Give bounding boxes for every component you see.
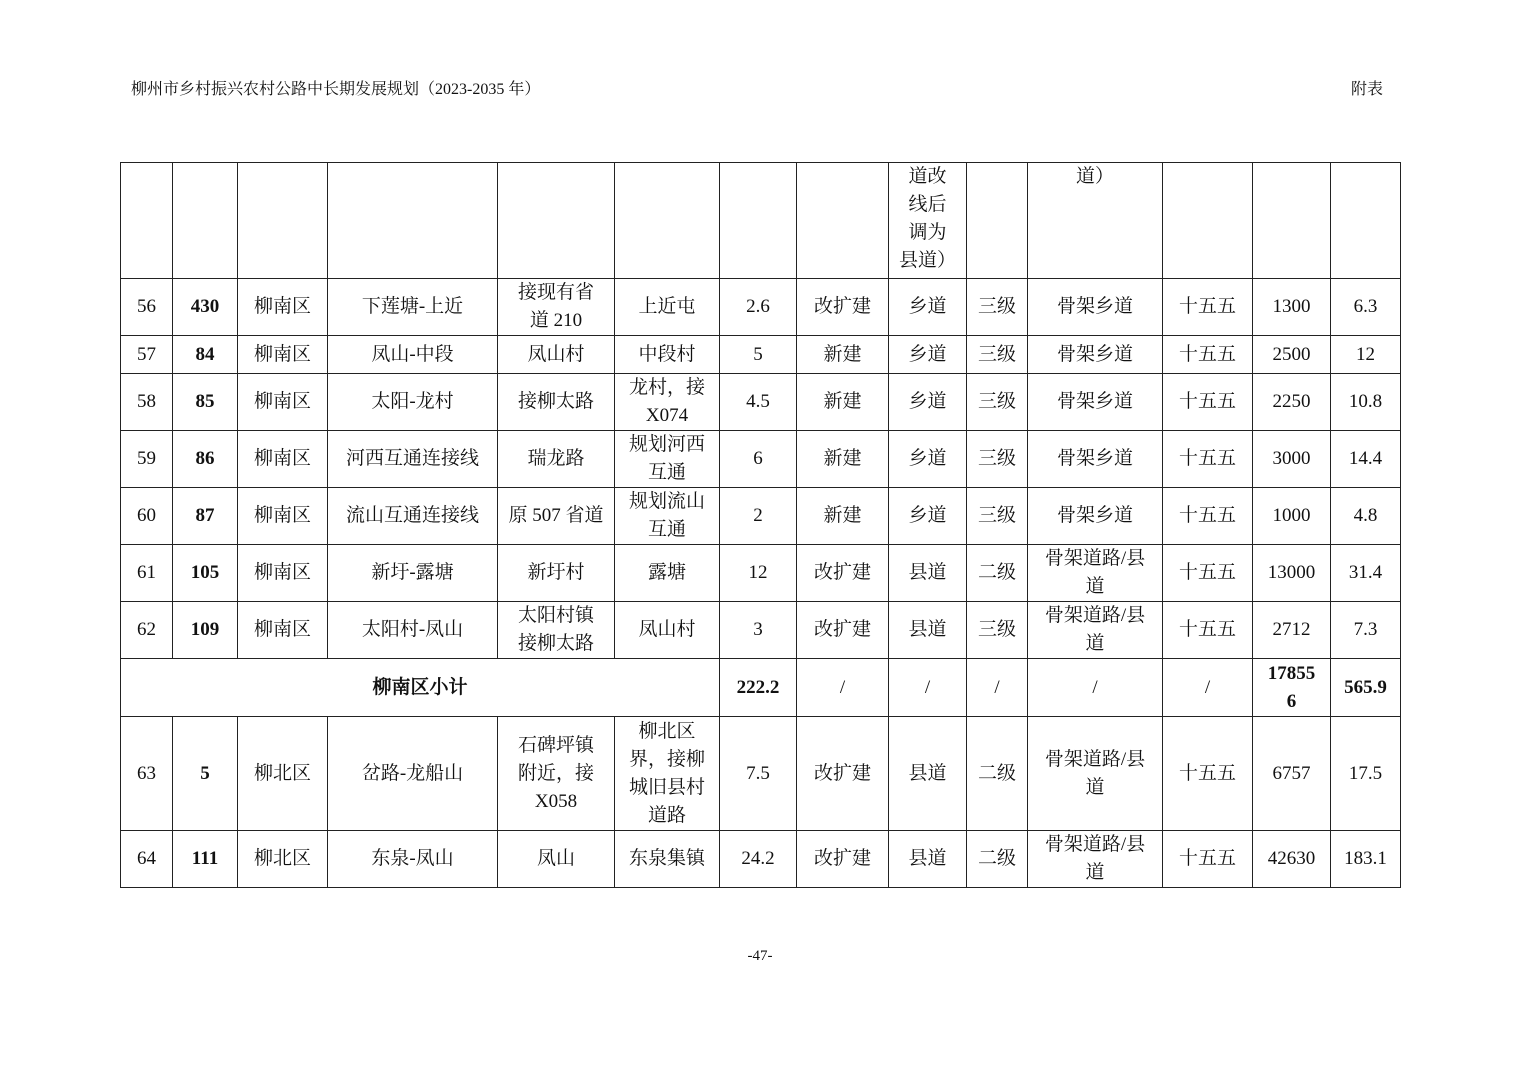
- cell-end: 柳北区 界，接柳 城旧县村 道路: [615, 717, 720, 831]
- cell-seq: 56: [121, 279, 173, 336]
- cell-no: 86: [173, 431, 238, 488]
- cell-district: 柳南区: [238, 374, 328, 431]
- cell-start: 接现有省 道 210: [498, 279, 615, 336]
- cell-admin: 县道: [889, 602, 967, 659]
- cell-type: 新建: [797, 374, 889, 431]
- cell-end: 龙村，接 X074: [615, 374, 720, 431]
- cell-no: 111: [173, 831, 238, 888]
- cell-grade: 二级: [967, 717, 1028, 831]
- cell-seq: 58: [121, 374, 173, 431]
- cell-invest: 2712: [1253, 602, 1331, 659]
- subtotal-num: 565.9: [1331, 659, 1401, 717]
- cell-km: 3: [720, 602, 797, 659]
- cell-grade: 三级: [967, 374, 1028, 431]
- cell-no: 109: [173, 602, 238, 659]
- cell-end: 上近屯: [615, 279, 720, 336]
- cell-end: 规划流山 互通: [615, 488, 720, 545]
- table-row: [121, 336, 1401, 374]
- cell-name: 太阳-龙村: [328, 374, 498, 431]
- cell-invest: 42630: [1253, 831, 1331, 888]
- cell-grade: 三级: [967, 488, 1028, 545]
- cell-seq: 60: [121, 488, 173, 545]
- subtotal-label: 柳南区小计: [121, 659, 720, 717]
- cell-admin: 乡道: [889, 336, 967, 374]
- cell-func: 骨架乡道: [1028, 374, 1163, 431]
- subtotal-period: /: [1163, 659, 1253, 717]
- cell-func: 骨架乡道: [1028, 488, 1163, 545]
- cell-end: 露塘: [615, 545, 720, 602]
- cell-num: 4.8: [1331, 488, 1401, 545]
- cell-invest: 13000: [1253, 545, 1331, 602]
- cell-name: 河西互通连接线: [328, 431, 498, 488]
- cell-name: 新圩-露塘: [328, 545, 498, 602]
- cell-num: 17.5: [1331, 717, 1401, 831]
- cell-invest: 1300: [1253, 279, 1331, 336]
- subtotal-type: /: [797, 659, 889, 717]
- cell-start: 瑞龙路: [498, 431, 615, 488]
- cell-district: 柳南区: [238, 279, 328, 336]
- cell-km: 24.2: [720, 831, 797, 888]
- cell-district: 柳南区: [238, 488, 328, 545]
- cell-no: 84: [173, 336, 238, 374]
- cell-num: 6.3: [1331, 279, 1401, 336]
- table-row: [121, 717, 1401, 831]
- cell-grade: 二级: [967, 831, 1028, 888]
- cell-admin: 乡道: [889, 374, 967, 431]
- cell-invest: 3000: [1253, 431, 1331, 488]
- cell-no: 85: [173, 374, 238, 431]
- carryover-function-cell: 道）: [1028, 163, 1163, 279]
- carryover-admin-cell: 道改 线后 调为 县道）: [889, 163, 967, 279]
- cell-km: 5: [720, 336, 797, 374]
- cell-period: 十五五: [1163, 488, 1253, 545]
- table-row: [121, 374, 1401, 431]
- document-header-title: 柳州市乡村振兴农村公路中长期发展规划（2023-2035 年）: [131, 81, 541, 98]
- cell-km: 6: [720, 431, 797, 488]
- subtotal-func: /: [1028, 659, 1163, 717]
- cell-type: 改扩建: [797, 602, 889, 659]
- cell-district: 柳南区: [238, 431, 328, 488]
- cell-end: 中段村: [615, 336, 720, 374]
- cell-type: 改扩建: [797, 717, 889, 831]
- cell-district: 柳北区: [238, 717, 328, 831]
- cell-type: 改扩建: [797, 831, 889, 888]
- cell-start: 新圩村: [498, 545, 615, 602]
- cell-district: 柳南区: [238, 336, 328, 374]
- cell-type: 新建: [797, 431, 889, 488]
- cell-admin: 乡道: [889, 431, 967, 488]
- cell-seq: 57: [121, 336, 173, 374]
- cell-func: 骨架道路/县 道: [1028, 717, 1163, 831]
- cell-start: 接柳太路: [498, 374, 615, 431]
- table-row: [121, 431, 1401, 488]
- cell-no: 430: [173, 279, 238, 336]
- cell-no: 105: [173, 545, 238, 602]
- cell-type: 改扩建: [797, 279, 889, 336]
- cell-grade: 三级: [967, 279, 1028, 336]
- cell-start: 凤山: [498, 831, 615, 888]
- cell-km: 7.5: [720, 717, 797, 831]
- document-header-label: 附表: [1351, 81, 1384, 98]
- cell-name: 东泉-凤山: [328, 831, 498, 888]
- cell-seq: 59: [121, 431, 173, 488]
- subtotal-km: 222.2: [720, 659, 797, 717]
- cell-no: 5: [173, 717, 238, 831]
- cell-end: 凤山村: [615, 602, 720, 659]
- cell-invest: 2250: [1253, 374, 1331, 431]
- cell-grade: 二级: [967, 545, 1028, 602]
- cell-seq: 64: [121, 831, 173, 888]
- cell-seq: 61: [121, 545, 173, 602]
- cell-admin: 乡道: [889, 488, 967, 545]
- table-row: [121, 279, 1401, 336]
- cell-period: 十五五: [1163, 831, 1253, 888]
- cell-period: 十五五: [1163, 717, 1253, 831]
- cell-type: 改扩建: [797, 545, 889, 602]
- cell-start: 太阳村镇 接柳太路: [498, 602, 615, 659]
- cell-grade: 三级: [967, 336, 1028, 374]
- cell-func: 骨架道路/县 道: [1028, 602, 1163, 659]
- cell-km: 2: [720, 488, 797, 545]
- cell-period: 十五五: [1163, 279, 1253, 336]
- cell-func: 骨架道路/县 道: [1028, 831, 1163, 888]
- cell-period: 十五五: [1163, 602, 1253, 659]
- cell-start: 凤山村: [498, 336, 615, 374]
- cell-period: 十五五: [1163, 431, 1253, 488]
- cell-func: 骨架乡道: [1028, 336, 1163, 374]
- cell-seq: 63: [121, 717, 173, 831]
- cell-name: 岔路-龙船山: [328, 717, 498, 831]
- cell-district: 柳南区: [238, 545, 328, 602]
- cell-invest: 6757: [1253, 717, 1331, 831]
- cell-district: 柳北区: [238, 831, 328, 888]
- cell-district: 柳南区: [238, 602, 328, 659]
- cell-func: 骨架道路/县 道: [1028, 545, 1163, 602]
- cell-num: 12: [1331, 336, 1401, 374]
- subtotal-invest: 17855 6: [1253, 659, 1331, 717]
- cell-no: 87: [173, 488, 238, 545]
- cell-invest: 2500: [1253, 336, 1331, 374]
- cell-seq: 62: [121, 602, 173, 659]
- cell-name: 下莲塘-上近: [328, 279, 498, 336]
- cell-admin: 县道: [889, 831, 967, 888]
- cell-func: 骨架乡道: [1028, 431, 1163, 488]
- subtotal-grade: /: [967, 659, 1028, 717]
- cell-num: 14.4: [1331, 431, 1401, 488]
- cell-km: 12: [720, 545, 797, 602]
- carryover-row: [121, 163, 1401, 279]
- cell-end: 规划河西 互通: [615, 431, 720, 488]
- cell-grade: 三级: [967, 431, 1028, 488]
- subtotal-row: [121, 659, 1401, 717]
- cell-end: 东泉集镇: [615, 831, 720, 888]
- cell-start: 原 507 省道: [498, 488, 615, 545]
- cell-period: 十五五: [1163, 374, 1253, 431]
- page-number: -47-: [747, 948, 773, 964]
- cell-func: 骨架乡道: [1028, 279, 1163, 336]
- subtotal-admin: /: [889, 659, 967, 717]
- road-plan-table: [120, 162, 1401, 888]
- cell-name: 凤山-中段: [328, 336, 498, 374]
- cell-admin: 县道: [889, 545, 967, 602]
- cell-grade: 三级: [967, 602, 1028, 659]
- cell-type: 新建: [797, 488, 889, 545]
- cell-num: 10.8: [1331, 374, 1401, 431]
- table-row: [121, 545, 1401, 602]
- cell-name: 流山互通连接线: [328, 488, 498, 545]
- cell-num: 31.4: [1331, 545, 1401, 602]
- table-row: [121, 488, 1401, 545]
- cell-km: 4.5: [720, 374, 797, 431]
- cell-num: 7.3: [1331, 602, 1401, 659]
- table-row: [121, 602, 1401, 659]
- cell-invest: 1000: [1253, 488, 1331, 545]
- cell-period: 十五五: [1163, 545, 1253, 602]
- cell-name: 太阳村-凤山: [328, 602, 498, 659]
- cell-km: 2.6: [720, 279, 797, 336]
- table-row: [121, 831, 1401, 888]
- cell-admin: 乡道: [889, 279, 967, 336]
- cell-num: 183.1: [1331, 831, 1401, 888]
- cell-type: 新建: [797, 336, 889, 374]
- cell-start: 石碑坪镇 附近，接 X058: [498, 717, 615, 831]
- cell-admin: 县道: [889, 717, 967, 831]
- cell-period: 十五五: [1163, 336, 1253, 374]
